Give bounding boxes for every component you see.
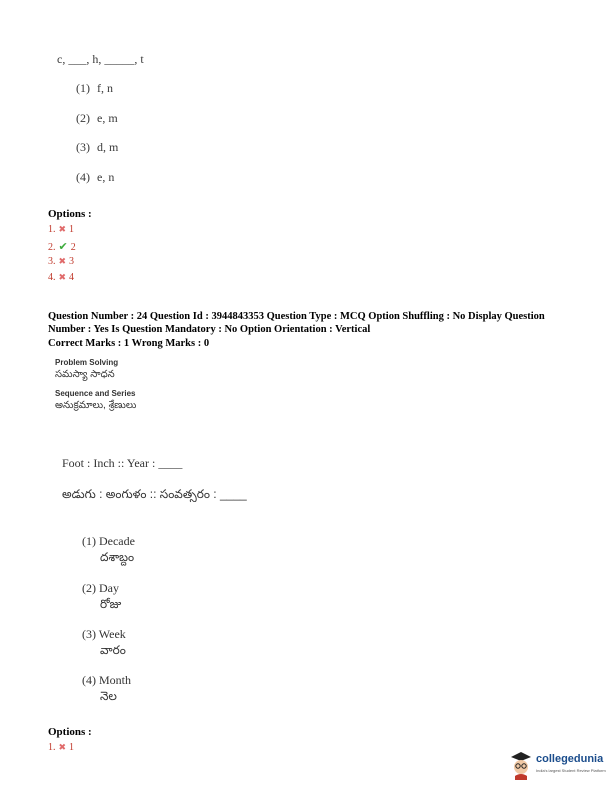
answer-option-1-telugu: దశాబ్దం [100, 550, 135, 564]
option-status-number: 1. [48, 224, 56, 235]
option-status-value: 1 [69, 742, 75, 753]
brand-name: collegedunia [536, 753, 604, 765]
question-stem-english: Foot : Inch :: Year : ____ [62, 456, 183, 470]
option-status-number: 3. [48, 256, 56, 267]
topic-tag-telugu: సమస్యా సాధన [55, 369, 115, 380]
answer-option-3-telugu: వారం [100, 643, 126, 657]
answer-option-4-telugu: నెల [100, 689, 117, 703]
option-status-value: 4 [69, 272, 75, 283]
question-stem-telugu: అడుగు : అంగుళం :: సంవత్సరం : ____ [62, 487, 247, 501]
option-text: e, m [97, 111, 118, 125]
option-status-row [48, 256, 74, 267]
cross-icon: ✖ [58, 272, 67, 282]
option-text: d, m [97, 140, 119, 154]
question-stem: c, ___, h, _____, t [57, 52, 144, 66]
answer-option-3: (3) Week [82, 627, 126, 641]
cross-icon: ✖ [58, 256, 67, 266]
option-status-value: 1 [69, 224, 75, 235]
option-text: f, n [97, 81, 113, 95]
option-number: (1) [76, 81, 90, 95]
cross-icon: ✖ [58, 224, 67, 234]
checkmark-icon: ✔ [58, 241, 68, 253]
option-status-value: 2 [70, 242, 76, 253]
option-status-number: 2. [48, 242, 56, 253]
topic-tag-heading: Problem Solving [55, 358, 119, 367]
mascot-icon [508, 750, 534, 780]
option-status-row [48, 224, 74, 235]
answer-option-4: (4) Month [82, 673, 131, 687]
answer-option-4 [76, 170, 114, 185]
option-status-row [48, 240, 76, 253]
topic-tag-telugu: అనుక్రమాలు, శ్రేణులు [55, 400, 137, 411]
option-number: (3) [76, 140, 90, 154]
brand-tagline: India's largest Student Review Platform [536, 768, 606, 773]
option-status-number: 1. [48, 742, 56, 753]
options-heading: Options : [48, 208, 92, 220]
answer-option-2: (2) Day [82, 581, 119, 595]
answer-option-1 [76, 81, 113, 96]
options-heading: Options : [48, 726, 92, 738]
option-number: (4) [76, 170, 90, 184]
question-meta: Question Number : 24 Question Id : 3944843353 Question Type : MCQ Option Shuffling : No Display Question Number : Yes Is Question Mandatory : No Option Orientation : Vertical [48, 311, 545, 335]
marks-line: Correct Marks : 1 Wrong Marks : 0 [48, 338, 210, 349]
option-status-row [48, 272, 74, 283]
option-status-row [48, 742, 74, 753]
cross-icon: ✖ [58, 742, 67, 752]
topic-tag-heading: Sequence and Series [55, 389, 136, 398]
collegedunia-logo [508, 748, 604, 784]
option-status-value: 3 [69, 256, 75, 267]
answer-option-3 [76, 140, 118, 155]
option-status-number: 4. [48, 272, 56, 283]
answer-option-2-telugu: రోజు [100, 597, 122, 611]
option-number: (2) [76, 111, 90, 125]
answer-option-2 [76, 111, 118, 126]
option-text: e, n [97, 170, 115, 184]
answer-option-1: (1) Decade [82, 534, 135, 548]
